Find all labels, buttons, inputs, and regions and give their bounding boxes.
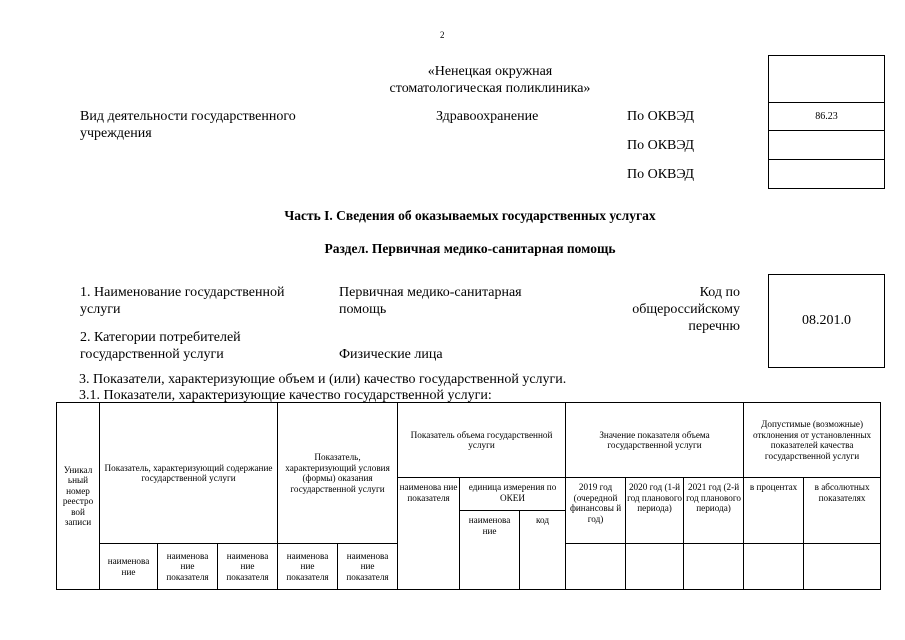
section-title: Раздел. Первичная медико-санитарная помощь bbox=[324, 241, 616, 256]
okved-label-2: По ОКВЭД bbox=[627, 138, 695, 153]
consumers-label-line1: 2. Категории потребителей bbox=[80, 330, 241, 345]
content-sub-name-2: наименова ние показателя bbox=[158, 544, 218, 590]
service-name-label bbox=[80, 284, 330, 318]
conditions-sub-name-2: наименова ние показателя bbox=[338, 544, 398, 590]
service-code-label-line1: Код по bbox=[699, 285, 740, 300]
year-2020-header: 2020 год (1-й год планового периода) bbox=[626, 478, 684, 544]
consumers-value: Физические лица bbox=[339, 347, 443, 362]
unique-number-header: Уникал ьный номер реестро вой записи bbox=[57, 403, 100, 590]
volume-value-header: Значение показателя объема государственной услуги bbox=[566, 403, 744, 478]
year-2019-header: 2019 год (очередной финансовы й год) bbox=[566, 478, 626, 544]
service-code-box bbox=[768, 274, 885, 368]
part-title: Часть I. Сведения об оказываемых государственных услугах bbox=[284, 208, 656, 223]
consumers-label-line2: государственной услуги bbox=[80, 347, 224, 362]
okved-code-1: 86.23 bbox=[815, 111, 838, 122]
consumers-label bbox=[80, 329, 330, 363]
activity-label-line1: Вид деятельности государственного bbox=[80, 109, 296, 124]
content-sub-name-1: наименова ние bbox=[100, 544, 158, 590]
org-name-line1: «Ненецкая окружная bbox=[427, 64, 553, 79]
year-2021-header: 2021 год (2-й год планового периода) bbox=[684, 478, 744, 544]
okved-code-box-1 bbox=[768, 102, 885, 131]
quality-heading: 3.1. Показатели, характеризующие качество государственной услуги: bbox=[79, 388, 492, 403]
conditions-indicator-header: Показатель, характеризующий условия (формы) оказания государственной услуги bbox=[278, 403, 398, 544]
unit-okei-header: единица измерения по ОКЕИ bbox=[460, 478, 566, 511]
okved-code-box-3 bbox=[768, 159, 885, 189]
in-percent-header: в процентах bbox=[744, 478, 804, 544]
empty-cell bbox=[744, 544, 804, 590]
service-code-label-line2: общероссийскому bbox=[632, 302, 740, 317]
service-code-value: 08.201.0 bbox=[802, 313, 851, 328]
content-indicator-header: Показатель, характеризующий содержание государственной услуги bbox=[100, 403, 278, 544]
empty-cell bbox=[804, 544, 881, 590]
conditions-sub-name-1: наименова ние показателя bbox=[278, 544, 338, 590]
empty-cell bbox=[684, 544, 744, 590]
org-name-line2: стоматологическая поликлиника» bbox=[389, 81, 591, 96]
service-name-label-line2: услуги bbox=[80, 302, 121, 317]
service-name-label-line1: 1. Наименование государственной bbox=[80, 285, 285, 300]
content-sub-name-3: наименова ние показателя bbox=[218, 544, 278, 590]
activity-label-line2: учреждения bbox=[80, 126, 152, 141]
quality-indicators-table bbox=[56, 402, 881, 590]
indicator-name-header: наименова ние показателя bbox=[398, 478, 460, 590]
activity-value: Здравоохранение bbox=[436, 109, 539, 124]
okved-empty-box-top bbox=[768, 55, 885, 103]
service-name-value bbox=[339, 284, 579, 318]
org-name bbox=[330, 63, 650, 97]
unit-name-header: наименова ние bbox=[460, 511, 520, 590]
allowed-deviation-header: Допустимые (возможные) отклонения от установленных показателей качества государственной услуги bbox=[744, 403, 881, 478]
okved-label-1: По ОКВЭД bbox=[627, 109, 695, 124]
page-number: 2 bbox=[440, 30, 445, 40]
empty-cell bbox=[566, 544, 626, 590]
service-code-label bbox=[590, 284, 740, 335]
volume-indicator-header: Показатель объема государственной услуги bbox=[398, 403, 566, 478]
service-name-value-line2: помощь bbox=[339, 302, 387, 317]
okved-code-box-2 bbox=[768, 130, 885, 160]
unit-code-header: код bbox=[520, 511, 566, 590]
in-absolute-header: в абсолютных показателях bbox=[804, 478, 881, 544]
service-name-value-line1: Первичная медико-санитарная bbox=[339, 285, 522, 300]
table-header-row-1 bbox=[57, 403, 881, 478]
indicators-heading: 3. Показатели, характеризующие объем и (или) качество государственной услуги. bbox=[79, 372, 567, 387]
activity-label bbox=[80, 108, 380, 142]
service-code-label-line3: перечню bbox=[688, 319, 740, 334]
empty-cell bbox=[626, 544, 684, 590]
okved-label-3: По ОКВЭД bbox=[627, 167, 695, 182]
